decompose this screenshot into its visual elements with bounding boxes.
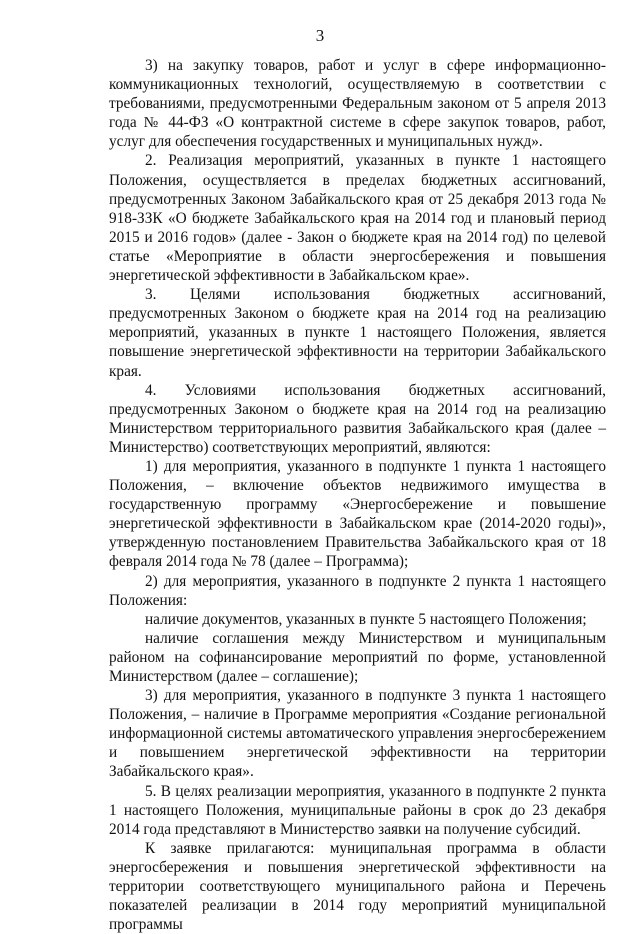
paragraph-3-goals: 3. Целями использования бюджетных ассигнований, предусмотренных Законом о бюджете края на 2014 год на реализацию мероприятий, указанных в пункте 1 настоящего Положения, является повышение энергетической эффективности на территории Забайкальского края.	[109, 286, 606, 380]
paragraph-4-condition-2-documents: наличие документов, указанных в пункте 5 настоящего Положения;	[145, 610, 587, 628]
document-body	[109, 56, 606, 934]
page-number: 3	[315, 26, 325, 45]
paragraph-5-applications: 5. В целях реализации мероприятия, указанного в подпункте 2 пункта 1 настоящего Положения, муниципальные районы в срок до 23 декабря 2014 года представляют в Министерство заявки на получение субсидий.	[109, 782, 606, 838]
paragraph-4-conditions: 4. Условиями использования бюджетных ассигнований, предусмотренных Законом о бюджете края на 2014 год на реализацию Министерством территориального развития Забайкальского края (далее – Министерство) соответствующих мероприятий, являются:	[109, 381, 606, 456]
paragraph-item-3-procurement: 3) на закупку товаров, работ и услуг в сфере информационно-коммуникационных технологий, осуществляемую в соответствии с требованиями, предусмотренными Федеральным законом от 5 апреля 2013 года № 44-ФЗ «О контрактной системе в сфере закупок товаров, работ, услуг для обеспечения государственных и муниципальных нужд».	[109, 57, 606, 151]
paragraph-4-condition-1: 1) для мероприятия, указанного в подпункте 1 пункта 1 настоящего Положения, – включение объектов недвижимого имущества в государственную программу «Энергосбережение и повышение энергетической эффективности в Забайкальском крае (2014-2020 годы)», утвержденную постановлением Правительства Забайкальского края от 18 февраля 2014 года № 78 (далее – Программа);	[109, 457, 606, 571]
paragraph-5-attachments: К заявке прилагаются: муниципальная программа в области энергосбережения и повышения энергетической эффективности на территории соответствующего муниципального района и Перечень показателей реализации в 2014 году мероприятий муниципальной программы	[109, 839, 606, 934]
paragraph-4-condition-2: 2) для мероприятия, указанного в подпункте 2 пункта 1 настоящего Положения:	[109, 572, 606, 609]
paragraph-4-condition-2-agreement: наличие соглашения между Министерством и муниципальным районом на софинансирование мероприятий по форме, установленной Министерством (далее – соглашение);	[109, 629, 606, 685]
paragraph-2-implementation: 2. Реализация мероприятий, указанных в пункте 1 настоящего Положения, осуществляется в пределах бюджетных ассигнований, предусмотренных Законом Забайкальского края от 25 декабря 2013 года № 918-ЗЗК «О бюджете Забайкальского края на 2014 год и плановый период 2015 и 2016 годов» (далее - Закон о бюджете края на 2014 год) по целевой статье «Мероприятие в области энергосбережения и повышения энергетической эффективности в Забайкальском крае».	[109, 152, 606, 285]
paragraph-4-condition-3: 3) для мероприятия, указанного в подпункте 3 пункта 1 настоящего Положения, – наличие в Программе мероприятия «Создание региональной информационной системы автоматического управления энергосбережением и повышением энергетической эффективности на территории Забайкальского края».	[109, 687, 606, 781]
